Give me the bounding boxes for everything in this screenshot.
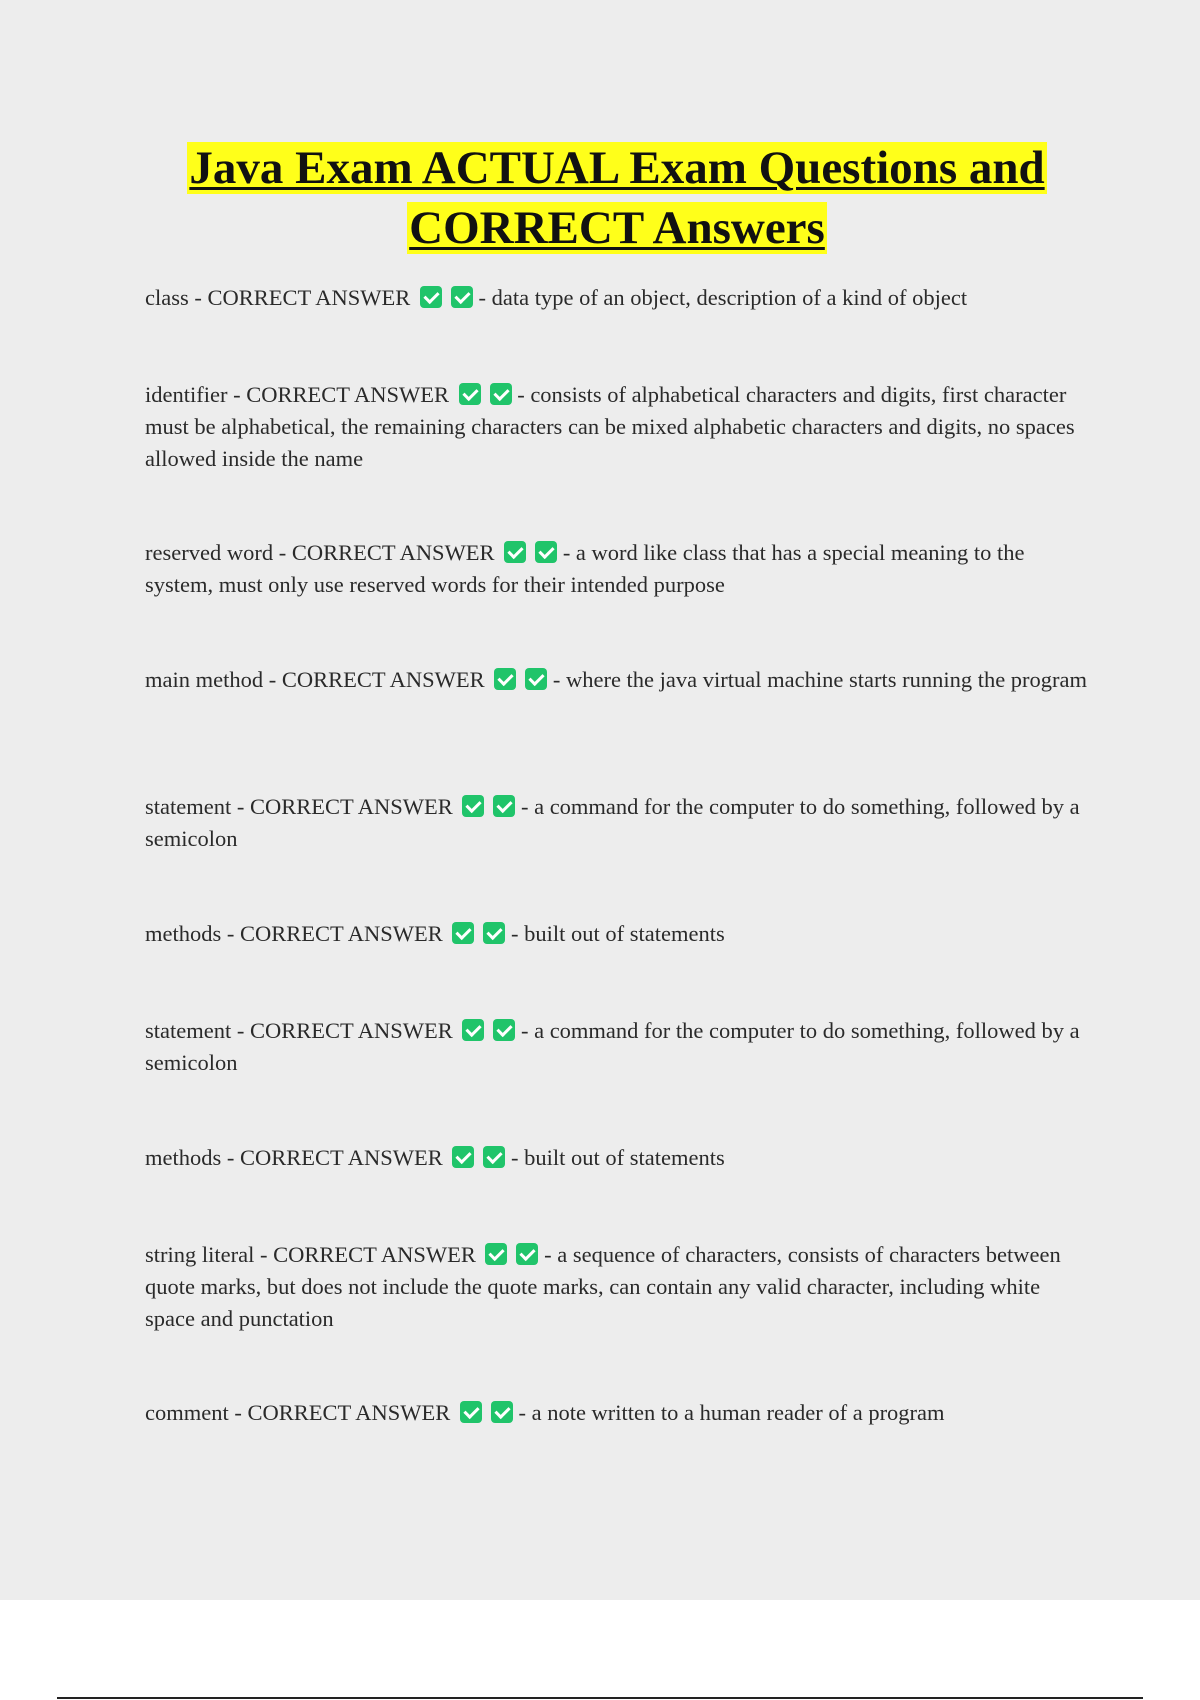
check-box-icon — [485, 1243, 507, 1265]
correct-answer-label: - CORRECT ANSWER — [254, 1242, 476, 1267]
qa-entry — [145, 1397, 1095, 1429]
check-box-icon — [494, 668, 516, 690]
entry-term: statement — [145, 1018, 232, 1043]
correct-answer-label: - CORRECT ANSWER — [273, 540, 495, 565]
entry-term: methods — [145, 1145, 222, 1170]
qa-entry — [145, 791, 1095, 855]
entry-term: identifier — [145, 382, 228, 407]
correct-answer-label: - CORRECT ANSWER — [231, 1018, 453, 1043]
entry-definition: - built out of statements — [510, 1145, 725, 1170]
entry-definition: - consists of alphabetical characters and digits, first character must be alphabetical, the remaining characters can be mixed alphabetic characters and digits, no spaces allowed inside the name — [145, 382, 1075, 471]
entry-term: reserved word — [145, 540, 274, 565]
check-box-icon — [462, 795, 484, 817]
qa-entry — [145, 918, 1095, 950]
correct-answer-label: - CORRECT ANSWER — [221, 1145, 443, 1170]
check-box-icon — [462, 1019, 484, 1041]
check-box-icon — [452, 922, 474, 944]
correct-answer-label: - CORRECT ANSWER — [188, 285, 411, 310]
entry-term: methods — [145, 921, 222, 946]
correct-answer-label: - CORRECT ANSWER — [227, 382, 449, 407]
check-box-icon — [491, 1401, 513, 1423]
correct-answer-label: - CORRECT ANSWER — [263, 667, 485, 692]
entry-definition: - data type of an object, description of a kind of object — [478, 285, 968, 310]
entry-term: string literal — [145, 1242, 255, 1267]
check-box-icon — [516, 1243, 538, 1265]
entry-definition: - a sequence of characters, consists of characters between quote marks, but does not include the quote marks, can contain any valid character, including white space and punctation — [145, 1242, 1061, 1331]
check-box-icon — [525, 668, 547, 690]
title-line-2: CORRECT Answers — [409, 202, 825, 254]
check-box-icon — [483, 922, 505, 944]
check-box-icon — [459, 383, 481, 405]
entry-definition: - a note written to a human reader of a program — [518, 1400, 945, 1425]
correct-answer-label: - CORRECT ANSWER — [231, 794, 453, 819]
entry-definition: - a word like class that has a special meaning to the system, must only use reserved words for their intended purpose — [145, 540, 1025, 597]
footer-divider — [57, 1697, 1143, 1699]
title-line-1: Java Exam ACTUAL Exam Questions and — [189, 142, 1045, 194]
check-box-icon — [504, 541, 526, 563]
check-box-icon — [451, 286, 473, 308]
qa-entry — [145, 1239, 1095, 1335]
entry-term: main method — [145, 667, 264, 692]
qa-entry — [145, 1142, 1095, 1174]
check-box-icon — [493, 795, 515, 817]
qa-entry — [145, 537, 1095, 601]
check-box-icon — [493, 1019, 515, 1041]
check-box-icon — [490, 383, 512, 405]
qa-entry — [145, 664, 1095, 696]
qa-entry — [145, 1015, 1095, 1079]
entry-definition: - a command for the computer to do something, followed by a semicolon — [145, 794, 1080, 851]
check-box-icon — [452, 1146, 474, 1168]
entry-definition: - where the java virtual machine starts running the program — [552, 667, 1088, 692]
entry-term: comment — [145, 1400, 229, 1425]
check-box-icon — [460, 1401, 482, 1423]
qa-entry — [145, 379, 1095, 475]
document-title — [0, 138, 1200, 258]
qa-entry — [145, 282, 1095, 314]
check-box-icon — [535, 541, 557, 563]
entry-term: statement — [145, 794, 232, 819]
entry-term: class — [145, 285, 189, 310]
check-box-icon — [420, 286, 442, 308]
check-box-icon — [483, 1146, 505, 1168]
entry-definition: - a command for the computer to do something, followed by a semicolon — [145, 1018, 1080, 1075]
correct-answer-label: - CORRECT ANSWER — [221, 921, 443, 946]
entry-definition: - built out of statements — [510, 921, 725, 946]
correct-answer-label: - CORRECT ANSWER — [228, 1400, 451, 1425]
